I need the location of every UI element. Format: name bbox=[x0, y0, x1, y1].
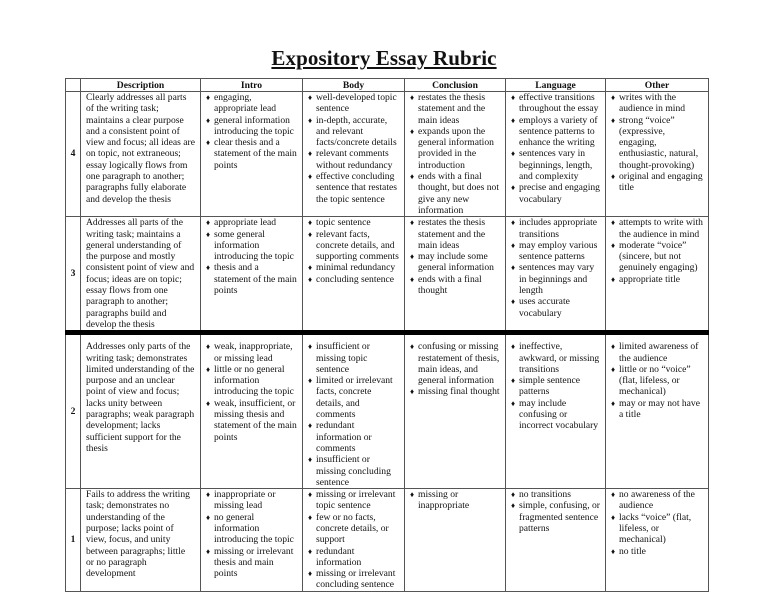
criterion-item bbox=[308, 274, 399, 285]
criterion-item bbox=[611, 171, 703, 194]
criterion-text: limited awareness of the audience bbox=[619, 341, 699, 364]
other-cell bbox=[606, 92, 709, 217]
other-cell bbox=[606, 217, 709, 333]
criterion-text: employs a variety of sentence patterns to enhance the writing bbox=[519, 114, 598, 149]
body-cell bbox=[303, 217, 405, 333]
criterion-text: clear thesis and a statement of the main points bbox=[214, 137, 297, 171]
criterion-text: strong “voice” (expressive, engaging, enthusiastic, natural, thought-provoking) bbox=[619, 114, 699, 171]
diamond-bullet-icon: ♦ bbox=[410, 218, 415, 228]
diamond-bullet-icon: ♦ bbox=[511, 398, 516, 408]
criterion-item bbox=[611, 217, 703, 240]
criterion-item bbox=[611, 92, 703, 115]
header-intro: Intro bbox=[201, 79, 303, 92]
diamond-bullet-icon: ♦ bbox=[308, 569, 313, 579]
criterion-item bbox=[511, 148, 600, 182]
criterion-text: missing final thought bbox=[418, 386, 500, 398]
criterion-item bbox=[206, 217, 297, 228]
diamond-bullet-icon: ♦ bbox=[206, 398, 211, 408]
criterion-item bbox=[410, 217, 500, 251]
criterion-text: redundant information bbox=[316, 545, 362, 568]
language-cell bbox=[506, 217, 606, 333]
diamond-bullet-icon: ♦ bbox=[611, 546, 616, 556]
criterion-text: confusing or missing restatement of thesis, main ideas, and general information bbox=[418, 341, 500, 387]
criterion-item bbox=[206, 341, 297, 364]
criterion-text: ends with a final thought, but does not give any new information bbox=[418, 171, 500, 216]
body-cell bbox=[303, 92, 405, 217]
diamond-bullet-icon: ♦ bbox=[611, 172, 616, 182]
diamond-bullet-icon: ♦ bbox=[511, 342, 516, 352]
criterion-item bbox=[308, 217, 399, 228]
criterion-item bbox=[206, 364, 297, 398]
diamond-bullet-icon: ♦ bbox=[511, 490, 516, 500]
criterion-text: effective concluding sentence that restates the topic sentence bbox=[316, 171, 397, 205]
diamond-bullet-icon: ♦ bbox=[410, 490, 415, 500]
intro-cell bbox=[201, 92, 303, 217]
criterion-item bbox=[511, 296, 600, 319]
body-cell bbox=[303, 489, 405, 592]
criterion-text: relevant facts, concrete details, and supporting comments bbox=[316, 228, 399, 263]
criterion-text: missing or irrelevant thesis and main points bbox=[214, 545, 294, 580]
criterion-text: may employ various sentence patterns bbox=[519, 239, 598, 263]
criterion-item bbox=[410, 341, 500, 386]
criterion-text: well-developed topic sentence bbox=[316, 92, 397, 115]
diamond-bullet-icon: ♦ bbox=[206, 115, 211, 125]
criterion-text: missing or irrelevant concluding sentence bbox=[316, 568, 396, 591]
criterion-text: weak, inappropriate, or missing lead bbox=[214, 341, 293, 364]
criterion-item bbox=[611, 240, 703, 274]
diamond-bullet-icon: ♦ bbox=[308, 546, 313, 556]
other-criteria-list bbox=[611, 341, 703, 420]
criterion-text: sentences vary in beginnings, length, and complexity bbox=[519, 148, 593, 183]
diamond-bullet-icon: ♦ bbox=[206, 229, 211, 239]
criterion-text: ineffective, awkward, or missing transitions bbox=[519, 341, 600, 375]
criterion-item bbox=[308, 229, 399, 263]
criterion-text: topic sentence bbox=[316, 217, 371, 229]
criterion-item bbox=[206, 398, 297, 443]
criterion-item bbox=[611, 341, 703, 364]
criterion-text: some general information introducing the topic bbox=[214, 228, 294, 263]
intro-criteria-list bbox=[206, 341, 297, 443]
criterion-item bbox=[410, 386, 500, 397]
criterion-text: may include some general information bbox=[418, 251, 494, 274]
criterion-text: restates the thesis statement and the main ideas bbox=[418, 92, 486, 126]
criterion-item bbox=[206, 546, 297, 580]
diamond-bullet-icon: ♦ bbox=[308, 229, 313, 239]
criterion-text: general information introducing the topic bbox=[214, 114, 294, 137]
diamond-bullet-icon: ♦ bbox=[206, 138, 211, 148]
description-cell: Addresses all parts of the writing task; maintains a general understanding of the purpose and mostly consistent point of view and focus; ideas are on topic; essay flows from one paragraph to another; paragraphs build and develop the thesis bbox=[81, 217, 201, 333]
intro-cell bbox=[201, 217, 303, 333]
diamond-bullet-icon: ♦ bbox=[611, 512, 616, 522]
diamond-bullet-icon: ♦ bbox=[308, 512, 313, 522]
criterion-text: may or may not have a title bbox=[619, 397, 700, 421]
diamond-bullet-icon: ♦ bbox=[308, 263, 313, 273]
criterion-item bbox=[206, 137, 297, 171]
criterion-text: writes with the audience in mind bbox=[619, 92, 686, 115]
criterion-text: uses accurate vocabulary bbox=[519, 296, 570, 319]
criterion-text: missing or irrelevant topic sentence bbox=[316, 489, 396, 512]
header-language: Language bbox=[506, 79, 606, 92]
criterion-text: relevant comments without redundancy bbox=[316, 148, 393, 171]
diamond-bullet-icon: ♦ bbox=[611, 218, 616, 228]
diamond-bullet-icon: ♦ bbox=[308, 93, 313, 102]
other-criteria-list bbox=[611, 489, 703, 557]
criterion-item bbox=[611, 512, 703, 546]
criterion-item bbox=[206, 229, 297, 263]
conclusion-criteria-list bbox=[410, 489, 500, 512]
body-criteria-list bbox=[308, 217, 399, 285]
diamond-bullet-icon: ♦ bbox=[611, 490, 616, 500]
diamond-bullet-icon: ♦ bbox=[308, 218, 313, 228]
body-cell bbox=[303, 333, 405, 489]
criterion-item bbox=[611, 546, 703, 557]
diamond-bullet-icon: ♦ bbox=[511, 376, 516, 386]
criterion-item bbox=[308, 546, 399, 569]
criterion-item bbox=[410, 171, 500, 216]
rubric-row-2 bbox=[66, 333, 709, 489]
diamond-bullet-icon: ♦ bbox=[206, 93, 211, 102]
language-cell bbox=[506, 333, 606, 489]
criterion-item bbox=[511, 398, 600, 432]
intro-criteria-list bbox=[206, 217, 297, 296]
header-conclusion: Conclusion bbox=[405, 79, 506, 92]
criterion-text: simple sentence patterns bbox=[519, 375, 581, 398]
diamond-bullet-icon: ♦ bbox=[410, 252, 415, 262]
diamond-bullet-icon: ♦ bbox=[206, 546, 211, 556]
criterion-text: restates the thesis statement and the main ideas bbox=[418, 217, 486, 251]
criterion-text: appropriate title bbox=[619, 273, 681, 285]
criterion-text: no transitions bbox=[519, 489, 571, 501]
criterion-item bbox=[611, 364, 703, 398]
diamond-bullet-icon: ♦ bbox=[511, 93, 516, 102]
diamond-bullet-icon: ♦ bbox=[206, 512, 211, 522]
criterion-item bbox=[611, 115, 703, 171]
criterion-item bbox=[511, 115, 600, 149]
criterion-item bbox=[308, 454, 399, 488]
diamond-bullet-icon: ♦ bbox=[308, 490, 313, 500]
diamond-bullet-icon: ♦ bbox=[206, 342, 211, 352]
criterion-text: may include confusing or incorrect vocabulary bbox=[519, 397, 599, 432]
rubric-row-1 bbox=[66, 489, 709, 592]
conclusion-cell bbox=[405, 92, 506, 217]
diamond-bullet-icon: ♦ bbox=[308, 376, 313, 386]
criterion-text: insufficient or missing topic sentence bbox=[316, 341, 370, 375]
criterion-text: attempts to write with the audience in mind bbox=[619, 217, 703, 240]
diamond-bullet-icon: ♦ bbox=[611, 240, 616, 250]
other-cell bbox=[606, 489, 709, 592]
intro-criteria-list bbox=[206, 489, 297, 579]
diamond-bullet-icon: ♦ bbox=[611, 93, 616, 102]
criterion-item bbox=[308, 148, 399, 171]
criterion-text: simple, confusing, or fragmented sentence patterns bbox=[519, 500, 601, 534]
diamond-bullet-icon: ♦ bbox=[511, 501, 516, 511]
criterion-item bbox=[511, 262, 600, 296]
criterion-text: redundant information or comments bbox=[316, 420, 372, 454]
diamond-bullet-icon: ♦ bbox=[410, 274, 415, 284]
criterion-item bbox=[410, 489, 500, 512]
body-criteria-list bbox=[308, 341, 399, 488]
criterion-text: missing or inappropriate bbox=[418, 489, 470, 512]
criterion-item bbox=[308, 341, 399, 375]
rubric-row-4 bbox=[66, 92, 709, 217]
header-row bbox=[66, 79, 709, 92]
criterion-item bbox=[308, 115, 399, 149]
score-label: 2 bbox=[66, 333, 81, 489]
language-criteria-list bbox=[511, 92, 600, 205]
criterion-item bbox=[410, 274, 500, 297]
criterion-item bbox=[611, 398, 703, 421]
criterion-text: original and engaging title bbox=[619, 171, 703, 194]
diamond-bullet-icon: ♦ bbox=[308, 274, 313, 284]
other-criteria-list bbox=[611, 92, 703, 194]
criterion-item bbox=[206, 512, 297, 546]
diamond-bullet-icon: ♦ bbox=[308, 421, 313, 431]
criterion-text: concluding sentence bbox=[316, 273, 395, 285]
criterion-item bbox=[206, 489, 297, 512]
criterion-item bbox=[511, 240, 600, 263]
diamond-bullet-icon: ♦ bbox=[308, 342, 313, 352]
header-description: Description bbox=[81, 79, 201, 92]
criterion-item bbox=[308, 171, 399, 205]
diamond-bullet-icon: ♦ bbox=[206, 218, 211, 228]
criterion-text: no title bbox=[619, 545, 646, 557]
criterion-item bbox=[511, 217, 600, 240]
criterion-text: appropriate lead bbox=[214, 217, 277, 229]
diamond-bullet-icon: ♦ bbox=[511, 263, 516, 273]
score-label: 1 bbox=[66, 489, 81, 592]
criterion-text: minimal redundancy bbox=[316, 262, 396, 274]
conclusion-cell bbox=[405, 489, 506, 592]
criterion-item bbox=[206, 115, 297, 138]
header-other: Other bbox=[606, 79, 709, 92]
diamond-bullet-icon: ♦ bbox=[410, 126, 415, 136]
criterion-item bbox=[410, 92, 500, 126]
criterion-item bbox=[611, 489, 703, 512]
body-criteria-list bbox=[308, 92, 399, 205]
criterion-item bbox=[511, 92, 600, 115]
diamond-bullet-icon: ♦ bbox=[206, 263, 211, 273]
language-criteria-list bbox=[511, 217, 600, 319]
body-criteria-list bbox=[308, 489, 399, 591]
diamond-bullet-icon: ♦ bbox=[611, 398, 616, 408]
diamond-bullet-icon: ♦ bbox=[308, 172, 313, 182]
criterion-text: little or no “voice” (flat, lifeless, or mechanical) bbox=[619, 363, 691, 398]
diamond-bullet-icon: ♦ bbox=[308, 455, 313, 465]
conclusion-cell bbox=[405, 333, 506, 489]
diamond-bullet-icon: ♦ bbox=[611, 274, 616, 284]
criterion-text: no awareness of the audience bbox=[619, 489, 695, 512]
criterion-text: engaging, appropriate lead bbox=[214, 92, 277, 115]
criterion-text: thesis and a statement of the main points bbox=[214, 262, 297, 297]
intro-cell bbox=[201, 333, 303, 489]
criterion-item bbox=[410, 126, 500, 171]
diamond-bullet-icon: ♦ bbox=[308, 149, 313, 159]
criterion-item bbox=[511, 341, 600, 375]
criterion-item bbox=[308, 262, 399, 273]
other-criteria-list bbox=[611, 217, 703, 285]
criterion-item bbox=[308, 92, 399, 115]
criterion-text: precise and engaging vocabulary bbox=[519, 182, 600, 205]
criterion-text: expands upon the general information provided in the introduction bbox=[418, 125, 494, 171]
language-cell bbox=[506, 489, 606, 592]
criterion-text: lacks “voice” (flat, lifeless, or mechanical) bbox=[619, 511, 692, 546]
language-criteria-list bbox=[511, 341, 600, 431]
page-title: Expository Essay Rubric bbox=[271, 46, 497, 70]
conclusion-criteria-list bbox=[410, 217, 500, 296]
language-criteria-list bbox=[511, 489, 600, 534]
criterion-text: little or no general information introducing the topic bbox=[214, 363, 294, 398]
diamond-bullet-icon: ♦ bbox=[206, 364, 211, 374]
criterion-item bbox=[206, 92, 297, 115]
diamond-bullet-icon: ♦ bbox=[511, 115, 516, 125]
criterion-text: no general information introducing the topic bbox=[214, 511, 294, 546]
diamond-bullet-icon: ♦ bbox=[511, 149, 516, 159]
rubric-table bbox=[65, 78, 709, 592]
criterion-text: weak, insufficient, or missing thesis and statement of the main points bbox=[214, 397, 297, 443]
criterion-text: moderate “voice” (sincere, but not genuinely engaging) bbox=[619, 239, 698, 274]
diamond-bullet-icon: ♦ bbox=[611, 115, 616, 125]
diamond-bullet-icon: ♦ bbox=[410, 387, 415, 397]
criterion-item bbox=[206, 262, 297, 296]
criterion-text: effective transitions throughout the essay bbox=[519, 92, 599, 115]
criterion-item bbox=[308, 375, 399, 420]
criterion-text: inappropriate or missing lead bbox=[214, 489, 276, 512]
criterion-item bbox=[308, 512, 399, 546]
criterion-text: in-depth, accurate, and relevant facts/concrete details bbox=[316, 114, 397, 149]
diamond-bullet-icon: ♦ bbox=[611, 364, 616, 374]
diamond-bullet-icon: ♦ bbox=[206, 490, 211, 500]
diamond-bullet-icon: ♦ bbox=[410, 342, 415, 352]
criterion-item bbox=[308, 489, 399, 512]
criterion-text: includes appropriate transitions bbox=[519, 217, 598, 240]
criterion-item bbox=[511, 489, 600, 500]
criterion-text: sentences may vary in beginnings and length bbox=[519, 262, 595, 297]
diamond-bullet-icon: ♦ bbox=[511, 240, 516, 250]
criterion-item bbox=[308, 568, 399, 591]
criterion-item bbox=[511, 500, 600, 534]
diamond-bullet-icon: ♦ bbox=[511, 297, 516, 307]
header-score bbox=[66, 79, 81, 92]
criterion-item bbox=[511, 182, 600, 205]
intro-cell bbox=[201, 489, 303, 592]
other-cell bbox=[606, 333, 709, 489]
score-label: 3 bbox=[66, 217, 81, 333]
diamond-bullet-icon: ♦ bbox=[511, 218, 516, 228]
conclusion-criteria-list bbox=[410, 341, 500, 397]
criterion-item bbox=[308, 420, 399, 454]
criterion-text: insufficient or missing concluding sentence bbox=[316, 454, 391, 488]
score-label: 4 bbox=[66, 92, 81, 217]
diamond-bullet-icon: ♦ bbox=[308, 115, 313, 125]
description-cell: Fails to address the writing task; demonstrates no understanding of the purpose; lacks point of view, focus, and unity between paragraphs; little or no paragraph development bbox=[81, 489, 201, 592]
criterion-text: few or no facts, concrete details, or support bbox=[316, 511, 389, 546]
header-body: Body bbox=[303, 79, 405, 92]
criterion-text: limited or irrelevant facts, concrete details, and comments bbox=[316, 375, 393, 421]
diamond-bullet-icon: ♦ bbox=[410, 172, 415, 182]
criterion-item bbox=[611, 274, 703, 285]
criterion-item bbox=[410, 251, 500, 274]
intro-criteria-list bbox=[206, 92, 297, 171]
rubric-row-3 bbox=[66, 217, 709, 333]
criterion-item bbox=[511, 375, 600, 398]
diamond-bullet-icon: ♦ bbox=[410, 93, 415, 102]
language-cell bbox=[506, 92, 606, 217]
diamond-bullet-icon: ♦ bbox=[611, 342, 616, 352]
conclusion-cell bbox=[405, 217, 506, 333]
conclusion-criteria-list bbox=[410, 92, 500, 216]
description-cell: Addresses only parts of the writing task; demonstrates limited understanding of the purpose and an unclear point of view and focus; lacks unity between paragraphs; weak paragraph development; lacks sufficient support for the thesis bbox=[81, 333, 201, 489]
diamond-bullet-icon: ♦ bbox=[511, 183, 516, 193]
criterion-text: ends with a final thought bbox=[418, 273, 482, 297]
description-cell: Clearly addresses all parts of the writing task; maintains a clear purpose and a consistent point of view and focus; all ideas are on topic, not extraneous; essay logically flows from one paragraph to another; paragraphs fully elaborate and develop the thesis bbox=[81, 92, 201, 217]
